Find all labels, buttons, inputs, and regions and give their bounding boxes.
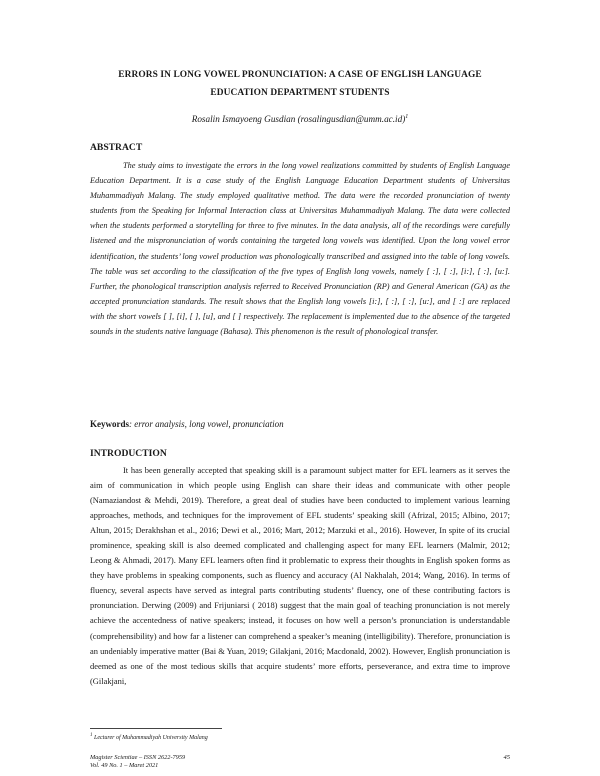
footnote-mark: 1 xyxy=(90,733,93,738)
footnote-text: Lecturer of Muhammadiyah University Malang xyxy=(94,735,208,741)
author-line xyxy=(90,114,510,124)
title-line-1: ERRORS IN LONG VOWEL PRONUNCIATION: A CASE OF ENGLISH LANGUAGE xyxy=(118,70,482,80)
footnote xyxy=(90,733,208,741)
footnote-divider xyxy=(90,728,222,729)
abstract-heading: ABSTRACT xyxy=(90,142,143,153)
author-footnote-mark: 1 xyxy=(405,114,409,120)
footer-journal: Magister Scientiae – ISSN 2622-7959 xyxy=(90,754,186,761)
introduction-text: It has been generally accepted that speaking skill is a paramount subject matter for EFL learners as it serves the aim of communication in which people using English can share their ideas and communicate with other people (Namaziandost & Mehdi, 2019). Therefore, a great deal of studies have been conducted to implement various learning approaches, methods, and techniques for the improvement of EFL students’ speaking skill (Afrizal, 2015; Albino, 2017; Altun, 2015; Derakhshan et al., 2016; Dewi et al., 2016; Mart, 2012; Marzuki et al., 2016). However, In spite of its crucial prominence, speaking skill is also deemed complicated and challenging aspect for many EFL learners (Malmir, 2012; Leong & Ahmadi, 2017). Many EFL learners often find it problematic to express their thoughts in English spoken forms as they have problems in speaking components, such as fluency and accuracy (Al Nakhalah, 2014; Wang, 2016). In terms of fluency, several aspects have served as integral parts contributing students’ fluency, one of these contributing factors is pronunciation. Derwing (2009) and Frijuniarsi ( 2018) suggest that the main goal of teaching pronunciation is not merely achieve the accentedness of native speakers; instead, it focuses on how well a person’s pronunciation is understandable (comprehensibility) and how far a listener can comprehend a speaker’s meaning (intelligibility). Therefore, pronunciation is an undeniably imperative matter (Bai & Yuan, 2019; Gilakjani, 2016; Macdonald, 2002). However, English pronunciation is deemed as one of the most tedious skills that acquire students’ more efforts, perseverance, and extra time to improve (Gilakjani, xyxy=(90,465,510,686)
footer-issue: Vol. 49 No. 1 – Maret 2021 xyxy=(90,762,159,769)
abstract-text: The study aims to investigate the errors in the long vowel realizations committed by students of English Language Education Department. It is a case study of the English Language Education Department students of Universitas Muhammadiyah Malang. The study employed qualitative method. The data were the recorded pronunciation of twenty students from the Speaking for Informal Interaction class at Universitas Muhammadiyah Malang. The data were collected when the students performed a storytelling for three to five minutes. In the data analysis, all of the recordings were carefully listened and the mispronunciation of words containing the targeted long vowels was identified. Upon the long vowel error identification, the students’ long vowel production was phonologically transcribed and assigned into the table of long vowels. The table was set according to the classification of the five types of English long vowels, namely [ :], [ :], [i:], [ :], [u:]. Further, the phonological transcription analysis referred to Received Pronunciation (RP) and General American (GA) as the accepted pronunciation standards. The result shows that the English long vowels [i:], [ :], [ :], [u:], and [ :] are replaced with the short vowels [ ], [i], [ ], [u], and [ ] respectively. The replacement is implemented due to the absence of the targeted sounds in the students native language (Bahasa). This phenomenon is the result of phonological transfer. xyxy=(90,161,510,337)
author-name: Rosalin Ismayoeng Gusdian (rosalingusdian@umm.ac.id) xyxy=(191,114,406,125)
keywords-line xyxy=(90,419,510,429)
keywords-text: : error analysis, long vowel, pronunciation xyxy=(129,419,284,429)
paper-title xyxy=(90,66,510,102)
page-number: 45 xyxy=(503,754,510,761)
keywords-label: Keywords xyxy=(90,419,129,429)
title-line-2: EDUCATION DEPARTMENT STUDENTS xyxy=(210,88,390,98)
introduction-heading: INTRODUCTION xyxy=(90,448,167,459)
page-footer xyxy=(90,754,185,770)
